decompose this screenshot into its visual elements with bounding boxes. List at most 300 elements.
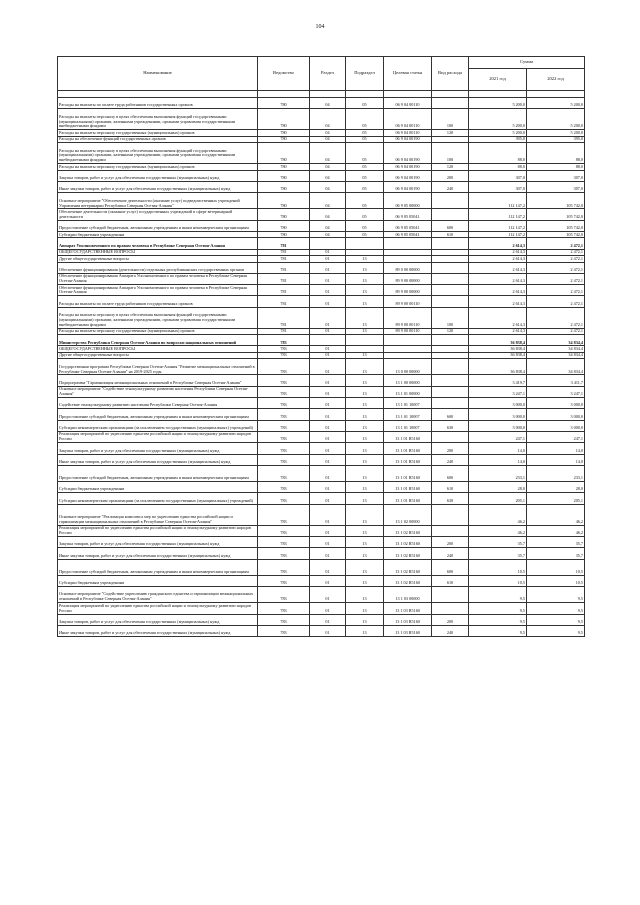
row-podrazdel: 13 [346,431,384,442]
row-name: Обеспечение деятельности (оказание услуг) государственных учреждений в сфере ветеринарной деятельности [58,209,258,220]
row-amount-2022: 205,1 [527,493,585,504]
row-amount-2022: 105 742,0 [527,232,585,238]
row-amount-2021: 9,5 [469,603,527,614]
row-podrazdel: 05 [346,209,384,220]
row-vr: 200 [432,443,469,454]
row-csr: 13 1 01 R5160 [384,454,432,465]
row-vr [432,375,469,386]
row-amount-2021: 247,1 [469,431,527,442]
row-amount-2022: 34 834,4 [527,335,585,346]
row-amount-2022: 5 200,0 [527,98,585,109]
row-vr: 240 [432,181,469,192]
row-name: Расходы на выплаты персоналу государственных (муниципальных) органов [58,328,258,334]
row-amount-2021: 3 000,0 [469,409,527,420]
row-vr: 630 [432,493,469,504]
row-ved: 783 [258,575,310,586]
row-ved: 781 [258,296,310,307]
row-amount-2022: 233,1 [527,465,585,481]
row-razdel: 01 [310,346,346,352]
row-vr: 610 [432,575,469,586]
row-name: Расходы на выплаты персоналу государственных (муниципальных) органов [58,164,258,170]
table-row [58,98,585,109]
row-vr: 100 [432,143,469,164]
row-ved: 780 [258,193,310,209]
row-razdel: 04 [310,143,346,164]
row-amount-2022: 5 200,0 [527,109,585,130]
row-amount-2022: 35,7 [527,548,585,559]
row-amount-2022: 247,1 [527,431,585,442]
row-razdel: 04 [310,164,346,170]
row-razdel: 04 [310,220,346,231]
row-amount-2021: 112 147,2 [469,232,527,238]
row-amount-2021: 112 147,2 [469,209,527,220]
row-csr: 13 1 02 R5160 [384,536,432,547]
row-csr: 06 9 04 00190 [384,164,432,170]
row-razdel: 04 [310,193,346,209]
table-row [58,398,585,409]
row-podrazdel: 13 [346,603,384,614]
row-ved: 783 [258,504,310,525]
row-amount-2022: 46,2 [527,525,585,536]
row-ved: 783 [258,420,310,431]
row-amount-2022: 34 834,4 [527,359,585,375]
row-ved: 783 [258,482,310,493]
row-ved: 783 [258,431,310,442]
row-amount-2022: 10,5 [527,559,585,575]
row-ved: 781 [258,307,310,328]
row-podrazdel: 13 [346,614,384,625]
row-name: Основное мероприятие "Содействие этнокультурному развитию населения Республики Северная Осетия-Алания" [58,386,258,397]
row-name: Расходы на выплаты по оплате труда работников государственных органов [58,98,258,109]
row-amount-2021: 28,0 [469,482,527,493]
row-razdel: 01 [310,536,346,547]
row-ved: 780 [258,164,310,170]
table-row [58,431,585,442]
row-name: Закупка товаров, работ и услуг для обеспечения государственных (муниципальных) нужд [58,536,258,547]
row-amount-2022: 2 472,1 [527,262,585,273]
row-name: Обеспечение функционирования (деятельности) отдельных республиканских государственных органов [58,262,258,273]
row-podrazdel [346,238,384,249]
table-row [58,614,585,625]
row-amount-2022: 105 742,0 [527,209,585,220]
row-podrazdel: 13 [346,359,384,375]
row-amount-2021: 46,2 [469,504,527,525]
row-name: Государственная программа Республики Северная Осетия-Алания "Развитие межнациональных отношений в Республике Северная Осетия-Алания" на 2019-2025 годы [58,359,258,375]
row-amount-2021: 5 200,0 [469,98,527,109]
row-name: Субсидии бюджетным учреждениям [58,232,258,238]
row-csr: 13 1 01 10007 [384,398,432,409]
row-csr: 13 1 00 00000 [384,375,432,386]
row-csr: 89 9 00 00110 [384,296,432,307]
row-razdel: 01 [310,603,346,614]
row-razdel: 01 [310,249,346,255]
row-amount-2021: 35,7 [469,536,527,547]
row-razdel: 01 [310,273,346,284]
row-name: Расходы на выплаты персоналу государственных (муниципальных) органов [58,130,258,136]
row-csr: 06 9 05 05041 [384,232,432,238]
row-amount-2022: 46,2 [527,504,585,525]
row-podrazdel: 13 [346,328,384,334]
row-podrazdel: 13 [346,482,384,493]
row-name: Основное мероприятие "Реализация комплекса мер по укреплению единства российской нации и гармонизации межнациональных отношений в Республике Северная Осетия-Алания" [58,504,258,525]
row-razdel: 01 [310,409,346,420]
table-row [58,296,585,307]
row-name: Расходы на обеспечение функций государственных органов [58,136,258,142]
row-csr: 13 1 03 R5160 [384,603,432,614]
row-podrazdel: 13 [346,625,384,636]
row-amount-2021: 3 419,7 [469,375,527,386]
row-name: Расходы на выплаты персоналу в целях обеспечения выполнения функций государственными (муниципальными) органами, казенными учреждениями, органами управления государственными внебюджетными фондами [58,109,258,130]
row-amount-2021: 307,0 [469,181,527,192]
row-podrazdel: 13 [346,262,384,273]
row-razdel: 01 [310,504,346,525]
row-amount-2021: 3 000,0 [469,398,527,409]
row-podrazdel: 13 [346,273,384,284]
row-name: Основное мероприятие "Обеспечение деятельности (оказание услуг) подведомственных учреждений Управления ветеринарии Республики Северная Осетия-Алания" [58,193,258,209]
row-razdel: 04 [310,109,346,130]
row-ved: 783 [258,493,310,504]
row-amount-2022: 3 000,0 [527,420,585,431]
row-name: ОБЩЕГОСУДАРСТВЕННЫЕ ВОПРОСЫ [58,346,258,352]
table-row [58,548,585,559]
row-amount-2021: 9,5 [469,625,527,636]
row-amount-2021: 9,5 [469,587,527,603]
row-amount-2022: 2 472,1 [527,285,585,296]
row-podrazdel: 05 [346,181,384,192]
row-name: Другие общегосударственные вопросы [58,352,258,358]
table-row [58,525,585,536]
table-row [58,170,585,181]
row-podrazdel: 05 [346,98,384,109]
row-amount-2021: 112 147,2 [469,220,527,231]
row-razdel: 01 [310,625,346,636]
row-razdel: 01 [310,587,346,603]
row-ved: 781 [258,262,310,273]
row-razdel: 01 [310,454,346,465]
row-ved: 780 [258,170,310,181]
row-csr: 13 1 01 R5160 [384,482,432,493]
row-ved: 783 [258,386,310,397]
row-vr [432,398,469,409]
row-amount-2021: 307,0 [469,170,527,181]
row-amount-2022: 9,5 [527,587,585,603]
row-podrazdel: 05 [346,109,384,130]
row-amount-2021: 14,0 [469,454,527,465]
table-row [58,220,585,231]
row-razdel [310,238,346,249]
row-csr: 13 1 03 R5160 [384,614,432,625]
row-podrazdel: 13 [346,548,384,559]
row-amount-2022: 9,5 [527,614,585,625]
row-amount-2021: 46,2 [469,525,527,536]
row-podrazdel: 05 [346,164,384,170]
header-ved: Ведомство [258,57,310,91]
row-csr: 06 9 05 05041 [384,220,432,231]
row-ved: 780 [258,109,310,130]
row-csr: 13 1 03 00000 [384,587,432,603]
row-vr: 240 [432,454,469,465]
row-csr: 13 1 01 00000 [384,386,432,397]
row-ved: 783 [258,443,310,454]
row-amount-2022: 35,7 [527,536,585,547]
row-razdel: 01 [310,256,346,262]
row-name: Содействие этнокультурному развитию населения Республики Северная Осетия-Алания [58,398,258,409]
row-csr: 13 1 03 R5160 [384,625,432,636]
row-csr: 06 9 04 00110 [384,98,432,109]
row-ved: 783 [258,559,310,575]
row-razdel: 01 [310,359,346,375]
row-name: Подпрограмма "Гармонизация межнациональных отношений в Республике Северная Осетия-Алания" [58,375,258,386]
row-razdel: 01 [310,525,346,536]
row-razdel: 01 [310,386,346,397]
row-razdel: 04 [310,130,346,136]
row-vr: 200 [432,170,469,181]
row-podrazdel: 13 [346,575,384,586]
row-razdel: 01 [310,482,346,493]
row-amount-2022: 9,5 [527,603,585,614]
row-vr [432,603,469,614]
header-vr: Вид расхода [432,57,469,91]
row-vr: 120 [432,130,469,136]
row-amount-2022: 14,0 [527,443,585,454]
table-row [58,359,585,375]
row-name: Закупка товаров, работ и услуг для обеспечения государственных (муниципальных) нужд [58,614,258,625]
table-row [58,443,585,454]
row-name: Расходы на выплаты персоналу в целях обеспечения выполнения функций государственными (муниципальными) органами, казенными учреждениями, органами управления государственными внебюджетными фондами [58,307,258,328]
row-podrazdel: 13 [346,443,384,454]
row-amount-2021: 88,0 [469,143,527,164]
row-vr: 100 [432,109,469,130]
table-row [58,285,585,296]
row-amount-2021: 14,0 [469,443,527,454]
row-amount-2021: 2 614,3 [469,256,527,262]
row-podrazdel: 13 [346,587,384,603]
row-amount-2021: 2 614,3 [469,285,527,296]
row-razdel: 01 [310,352,346,358]
row-ved: 780 [258,130,310,136]
row-vr: 120 [432,328,469,334]
row-amount-2022: 2 472,1 [527,273,585,284]
row-vr [432,335,469,346]
row-amount-2022: 3 000,0 [527,398,585,409]
row-amount-2022: 395,0 [527,136,585,142]
row-csr: 13 1 02 R5160 [384,525,432,536]
row-vr: 200 [432,614,469,625]
table-row [58,536,585,547]
row-amount-2021: 10,5 [469,575,527,586]
row-amount-2022: 88,0 [527,164,585,170]
row-vr: 630 [432,420,469,431]
row-name: Субсидии бюджетным учреждениям [58,575,258,586]
row-razdel: 01 [310,285,346,296]
table-row [58,625,585,636]
row-csr: 13 1 01 R5160 [384,431,432,442]
row-amount-2021: 3 000,0 [469,420,527,431]
row-vr [432,386,469,397]
row-amount-2021: 2 614,3 [469,328,527,334]
row-csr: 13 1 02 R5160 [384,575,432,586]
row-podrazdel: 13 [346,559,384,575]
table-row [58,493,585,504]
row-amount-2021: 36 838,4 [469,359,527,375]
table-row [58,181,585,192]
row-podrazdel: 13 [346,307,384,328]
row-vr: 600 [432,409,469,420]
row-name: Аппарат Уполномоченного по правам человека в Республике Северная Осетия-Алания [58,238,258,249]
row-vr [432,296,469,307]
row-vr: 610 [432,482,469,493]
row-razdel: 01 [310,465,346,481]
row-amount-2021: 2 614,3 [469,296,527,307]
row-name: Министерство Республики Северная Осетия-Алания по вопросам национальных отношений [58,335,258,346]
row-amount-2022: 2 472,1 [527,328,585,334]
row-razdel: 01 [310,398,346,409]
row-csr: 13 1 02 00000 [384,504,432,525]
table-row [58,482,585,493]
table-row [58,504,585,525]
row-amount-2022: 34 834,4 [527,352,585,358]
row-razdel: 01 [310,575,346,586]
row-podrazdel [346,335,384,346]
row-csr: 13 1 02 R5160 [384,559,432,575]
row-amount-2021: 2 614,3 [469,249,527,255]
table-row [58,603,585,614]
row-ved: 783 [258,625,310,636]
row-name: Субсидии бюджетным учреждениям [58,482,258,493]
row-ved: 781 [258,238,310,249]
row-name: ОБЩЕГОСУДАРСТВЕННЫЕ ВОПРОСЫ [58,249,258,255]
row-vr: 600 [432,220,469,231]
row-vr: 120 [432,164,469,170]
row-name: Обеспечение функционирования Аппарата Уполномоченного по правам человека в Республике Северная Осетия-Алания [58,285,258,296]
row-amount-2022: 3 247,1 [527,386,585,397]
row-amount-2022: 307,0 [527,181,585,192]
row-csr: 89 9 00 00000 [384,285,432,296]
row-razdel: 01 [310,559,346,575]
row-ved: 780 [258,136,310,142]
row-name: Предоставление субсидий бюджетным, автономным учреждениям и иным некоммерческим организациям [58,559,258,575]
row-razdel: 04 [310,232,346,238]
row-csr: 06 9 05 00000 [384,193,432,209]
row-vr [432,359,469,375]
row-podrazdel: 13 [346,454,384,465]
row-razdel: 04 [310,98,346,109]
row-ved: 781 [258,273,310,284]
row-ved: 783 [258,352,310,358]
row-vr [432,98,469,109]
row-csr: 06 9 04 00190 [384,170,432,181]
table-row [58,454,585,465]
row-name: Предоставление субсидий бюджетным, автономным учреждениям и иным некоммерческим организациям [58,465,258,481]
row-amount-2021: 205,1 [469,493,527,504]
row-ved: 783 [258,548,310,559]
table-row [58,587,585,603]
row-vr: 240 [432,625,469,636]
row-csr: 13 0 00 00000 [384,359,432,375]
row-name: Обеспечение функционирования Аппарата Уполномоченного по правам человека в Республике Северная Осетия-Алания [58,273,258,284]
row-amount-2022: 14,0 [527,454,585,465]
row-vr: 600 [432,465,469,481]
row-csr: 13 1 01 10007 [384,409,432,420]
row-amount-2021: 233,1 [469,465,527,481]
row-amount-2021: 5 200,0 [469,109,527,130]
row-ved: 783 [258,603,310,614]
table-row [58,409,585,420]
row-csr [384,335,432,346]
row-ved: 781 [258,249,310,255]
row-amount-2022: 105 742,0 [527,193,585,209]
row-ved: 783 [258,536,310,547]
table-row [58,262,585,273]
row-amount-2022: 2 472,1 [527,249,585,255]
row-podrazdel: 13 [346,465,384,481]
table-header [58,57,585,98]
row-vr: 240 [432,548,469,559]
row-amount-2021: 9,5 [469,614,527,625]
row-amount-2022: 2 472,1 [527,296,585,307]
row-ved: 783 [258,465,310,481]
row-csr: 89 0 00 00000 [384,262,432,273]
row-amount-2022: 2 472,1 [527,238,585,249]
row-podrazdel: 13 [346,536,384,547]
page-number: 104 [315,24,325,30]
table-row [58,386,585,397]
row-ved: 783 [258,346,310,352]
row-csr: 13 1 01 R5160 [384,493,432,504]
row-amount-2021: 3 247,1 [469,386,527,397]
row-podrazdel: 13 [346,256,384,262]
row-name: Расходы на выплаты по оплате труда работников государственных органов [58,296,258,307]
row-razdel: 01 [310,328,346,334]
row-csr: 06 9 04 00110 [384,109,432,130]
row-amount-2022: 28,0 [527,482,585,493]
row-ved: 781 [258,256,310,262]
row-podrazdel: 05 [346,193,384,209]
row-csr: 13 1 01 R5160 [384,443,432,454]
row-name: Основное мероприятие "Содействие укреплению гражданского единства и гармонизации межнациональных отношений в Республике Северная Осетия-Алания" [58,587,258,603]
row-csr: 13 1 02 R5160 [384,548,432,559]
row-csr: 06 9 04 00110 [384,130,432,136]
row-podrazdel: 13 [346,285,384,296]
row-amount-2022: 105 742,0 [527,220,585,231]
row-podrazdel: 13 [346,386,384,397]
row-amount-2021: 2 614,3 [469,262,527,273]
row-csr: 89 9 00 00000 [384,273,432,284]
row-ved: 781 [258,328,310,334]
row-podrazdel: 05 [346,143,384,164]
row-amount-2021: 10,5 [469,559,527,575]
row-razdel: 01 [310,493,346,504]
row-vr: 200 [432,536,469,547]
row-ved: 783 [258,398,310,409]
table-row [58,375,585,386]
row-name: Иные закупки товаров, работ и услуг для обеспечения государственных (муниципальных) нужд [58,181,258,192]
row-vr [432,193,469,209]
row-vr [432,525,469,536]
row-razdel: 01 [310,307,346,328]
row-name: Реализация мероприятий по укреплению единства российской нации и этнокультурному развитию народов России [58,431,258,442]
row-name: Реализация мероприятий по укреплению единства российской нации и этнокультурному развитию народов России [58,525,258,536]
table-row [58,465,585,481]
row-podrazdel: 13 [346,525,384,536]
row-vr: 610 [432,232,469,238]
row-podrazdel: 05 [346,136,384,142]
row-csr: 06 9 04 00190 [384,136,432,142]
row-ved: 781 [258,285,310,296]
table-row [58,420,585,431]
header-csr: Целевая статья [384,57,432,91]
row-ved: 780 [258,98,310,109]
